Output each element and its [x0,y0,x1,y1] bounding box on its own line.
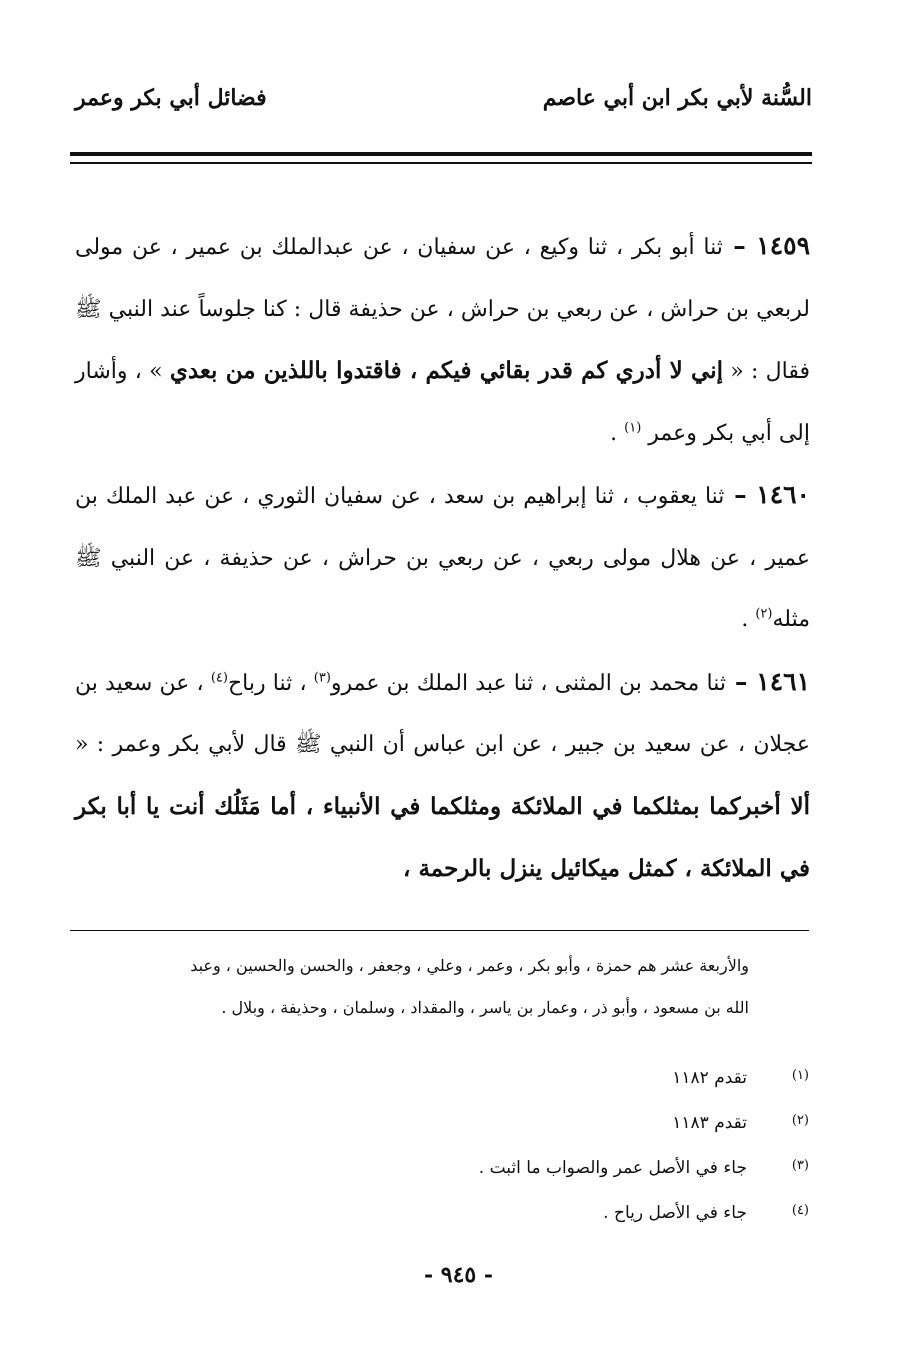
footnote-mark: (١) [791,1068,809,1083]
hadith-end: . [741,607,756,632]
footnote-mark: (٤) [791,1203,809,1218]
footnote-text: تقدم ١١٨٣ [672,1113,747,1133]
hadith-paragraph [75,215,810,464]
number-dash: – [726,666,757,696]
footnote-item [200,1068,809,1113]
note-line: الله بن مسعود ، وأبو ذر ، وعمار بن ياسر ، والمقداد ، وسلمان ، وحذيفة ، وبلال . [221,998,749,1017]
hadith-paragraph [75,651,810,901]
footnote-mark: (٣) [791,1158,809,1173]
header-chapter-title: فضائل أبي بكر وعمر [75,85,267,111]
header-rule-thin [70,162,812,164]
hadith-number: ١٤٥٩ [756,231,810,260]
hadith-text: ثنا أبو بكر ، ثنا وكيع ، عن سفيان ، عن عبدالملك بن عمير ، عن مولى لربعي بن حراش ، عن ربعي بن حراش ، عن حذيفة قال : كنا جلوساً عند النبي ﷺ فقال : « [75,235,810,384]
footnote-separator [70,930,809,931]
footnote-item [200,1113,809,1158]
hadith-text: » ، وأشار إلى أبي بكر وعمر [75,359,810,446]
header-book-title: السُّنة لأبي بكر ابن أبي عاصم [542,85,812,111]
footnote-text: جاء في الأصل رياح . [603,1203,747,1223]
footnote-ref: (١) [624,420,642,436]
footnote-text: تقدم ١١٨٢ [672,1068,747,1088]
hadith-quote: ألا أخبركما بمثلكما في الملائكة ومثلكما في الأنبياء ، أما مَثَلُك أنت يا أبا بكر في الملائكة ، كمثل ميكائيل ينزل بالرحمة ، [75,792,810,882]
footnote-text: جاء في الأصل عمر والصواب ما اثبت . [478,1158,747,1178]
footnote-ref: (٣) [313,670,331,686]
footnotes-list [200,1068,809,1248]
footnote-ref: (٢) [755,606,773,622]
main-text [75,215,810,901]
carried-over-note [110,945,749,1029]
hadith-text: ، ثنا رباح [227,670,307,696]
footnote-ref: (٤) [210,670,228,686]
footnote-mark: (٢) [791,1113,809,1128]
hadith-paragraph [75,464,810,651]
number-dash: – [724,480,757,509]
page-number: - ٩٤٥ - [423,1262,494,1288]
hadith-quote: إني لا أدري كم قدر بقائي فيكم ، فاقتدوا باللذين من بعدي [169,357,723,384]
footnote-item [200,1158,809,1203]
hadith-text: ثنا يعقوب ، ثنا إبراهيم بن سعد ، عن سفيان الثوري ، عن عبد الملك بن عمير ، عن هلال مولى ربعي ، عن ربعي بن حراش ، عن حذيفة ، عن النبي ﷺ مثله [75,484,810,632]
footnote-item [200,1203,809,1248]
running-header [75,78,812,118]
hadith-text: ثنا محمد بن المثنى ، ثنا عبد الملك بن عمرو [330,670,726,696]
hadith-number: ١٤٦١ [756,666,811,696]
number-dash: – [722,231,757,260]
hadith-text: ، عن سعيد بن عجلان ، عن سعيد بن جبير ، عن ابن عباس أن النبي ﷺ قال لأبي بكر وعمر : « [75,670,810,757]
header-rule-thick [70,152,812,156]
hadith-end: . [610,420,625,446]
note-line: والأربعة عشر هم حمزة ، وأبو بكر ، وعمر ، وعلي ، وجعفر ، والحسن والحسين ، وعبد [190,956,749,975]
hadith-number: ١٤٦٠ [756,480,810,509]
